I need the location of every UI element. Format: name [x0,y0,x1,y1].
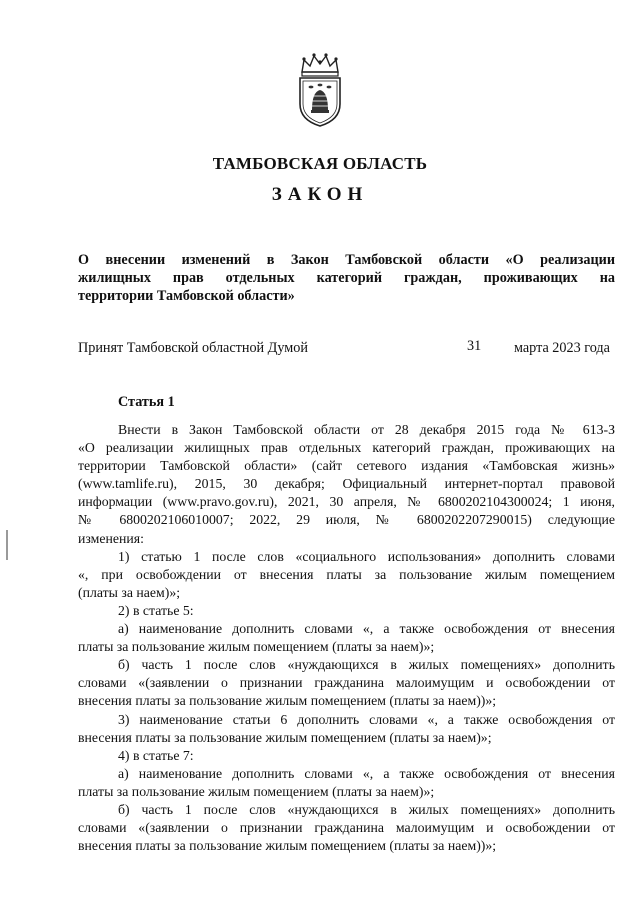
scan-margin-mark [6,530,8,560]
law-title [78,251,615,305]
law-title-line: территории Тамбовской области» [78,288,295,304]
adopted-date: марта 2023 года [514,340,610,356]
law-title-line: жилищных прав отдельных категорий граждан, проживающих на [78,270,615,286]
body-line: «О реализации жилищных прав отдельных категорий граждан, проживающих на [78,440,615,456]
region-heading: ТАМБОВСКАЯ ОБЛАСТЬ [212,154,428,173]
body-line: информации (www.pravo.gov.ru), 2021, 30 апреля, № 6800202104300024; 1 июня, [78,494,615,510]
body-line: внесения платы за пользование жилым помещением (платы за наем))»; [78,838,497,854]
article-heading: Статья 1 [118,394,175,410]
coat-of-arms-icon [290,52,350,128]
body-line: б) часть 1 после слов «нуждающихся в жилых помещениях» дополнить [118,801,615,817]
body-line: словами «(заявлении о признании гражданина малоимущим и освобождении от [78,820,615,836]
article-body [78,421,615,855]
body-line: территории Тамбовской области» (сайт сетевого издания «Тамбовская жизнь» [78,458,615,474]
body-line: «, при освобождении от внесения платы за пользование жилым помещением [78,566,615,582]
adopted-day: 31 [467,338,482,354]
body-line: а) наименование дополнить словами «, а также освобождения от внесения [118,765,615,781]
body-line: (платы за наем)»; [78,584,181,600]
body-line: 1) статью 1 после слов «социального использования» дополнить словами [118,548,615,564]
body-line: изменения: [78,530,144,546]
body-line: платы за пользование жилым помещением (платы за наем)»; [78,783,435,799]
body-line: Внести в Закон Тамбовской области от 28 декабря 2015 года № 613-З [118,422,615,437]
law-title-line: О внесении изменений в Закон Тамбовской области «О реализации [78,252,615,268]
body-line: а) наименование дополнить словами «, а также освобождения от внесения [118,621,615,637]
adopted-by: Принят Тамбовской областной Думой [78,340,308,356]
body-line: 3) наименование статьи 6 дополнить словами «, а также освобождения от [118,711,615,727]
body-line: платы за пользование жилым помещением (платы за наем)»; [78,639,435,655]
body-line: внесения платы за пользование жилым помещением (платы за наем)»; [78,729,492,745]
body-line: внесения платы за пользование жилым помещением (платы за наем))»; [78,693,497,709]
body-line: б) часть 1 после слов «нуждающихся в жилых помещениях» дополнить [118,657,615,673]
body-line: (www.tamlife.ru), 2015, 30 декабря; Официальный интернет-портал правовой [78,476,615,492]
body-line: 2) в статье 5: [118,602,194,618]
document-type-heading: ЗАКОН [271,184,369,205]
body-line: словами «(заявлении о признании гражданина малоимущим и освобождении от [78,675,615,691]
body-line: № 6800202106010007; 2022, 29 июля, № 6800202207290015) следующие [78,512,615,528]
body-line: 4) в статье 7: [118,747,194,763]
